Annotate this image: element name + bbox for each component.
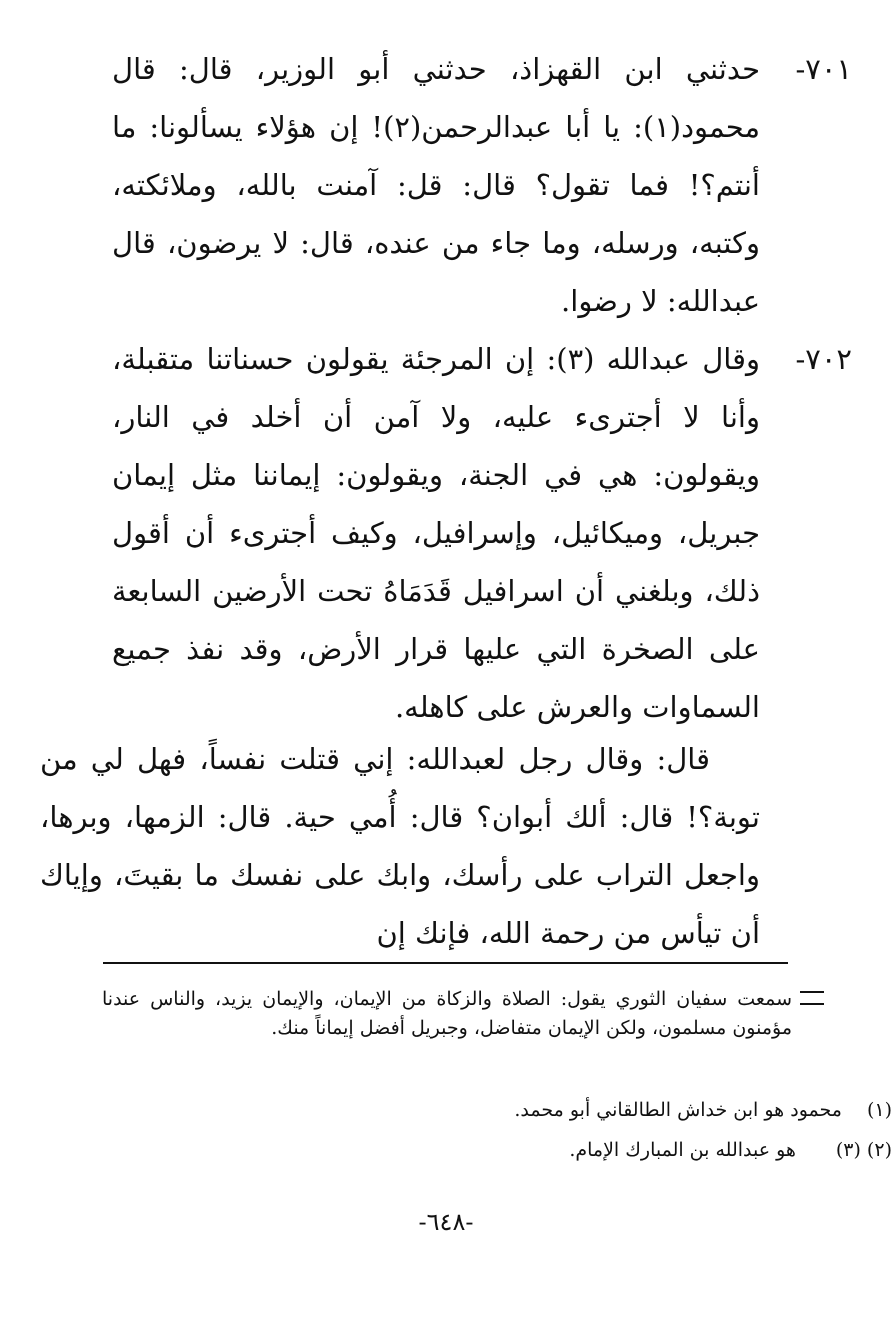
footnote-continuation: سمعت سفيان الثوري يقول: الصلاة والزكاة من الإيمان، والإيمان يزيد، والناس عندنا مؤمنون مسلمون، ولكن الإيمان متفاضل، وجبريل أفضل إيماناً منك. xyxy=(102,988,792,1039)
paragraph xyxy=(40,730,760,962)
footnote-text: محمود هو ابن خداش الطالقاني أبو محمد. xyxy=(514,1099,842,1121)
footnote-1 xyxy=(202,1094,892,1126)
entry-number: ٧٠٢- xyxy=(795,342,852,376)
paragraph-text: قال: وقال رجل لعبدالله: إني قتلت نفساً، فهل لي من توبة؟! قال: ألك أبوان؟ قال: أُمي حية. قال: الزمها، وبرها، واجعل التراب على رأسك، وابك على نفسك ما بقيتَ، وإياك أن تيأس من رحمة الله، فإنك إن xyxy=(40,742,760,950)
entry-701 xyxy=(112,40,852,340)
footnote-separator xyxy=(103,962,788,964)
entry-number: ٧٠١- xyxy=(795,52,852,86)
footnote-continuation-mark xyxy=(800,991,824,1005)
entry-702 xyxy=(112,330,852,724)
entry-text: وقال عبدالله (٣): إن المرجئة يقولون حسناتنا متقبلة، وأنا لا أجترىء عليه، ولا آمن أن أخلد في النار، ويقولون: هي في الجنة، ويقولون: إيماننا مثل إيمان جبريل، وميكائيل، وإسرافيل، وكيف أجترىء أن أقول ذلك، وبلغني أن اسرافيل قَدَمَاهُ تحت الأرضين السابعة على الصخرة التي عليها قرار الأرض، وقد نفذ جميع السماوات والعرش على كاهله. xyxy=(112,342,761,724)
entry-text: حدثني ابن القهزاذ، حدثني أبو الوزير، قال: قال محمود(١): يا أبا عبدالرحمن(٢)! إن هؤلاء يسألونا: ما أنتم؟! فما تقول؟ قال: قل: آمنت بالله، وملائكته، وكتبه، ورسله، وما جاء من عنده، قال: لا يرضون، قال عبدالله: لا رضوا. xyxy=(112,52,760,318)
footnote-marker: (١) xyxy=(866,1099,892,1121)
footnotes xyxy=(102,985,792,1043)
page-number: -٦٤٨- xyxy=(418,1208,474,1236)
footnote-text: هو عبدالله بن المبارك الإمام. xyxy=(569,1139,796,1161)
footnote-marker: (٢) (٣) xyxy=(835,1139,892,1161)
footnote-2-3 xyxy=(202,1134,892,1166)
